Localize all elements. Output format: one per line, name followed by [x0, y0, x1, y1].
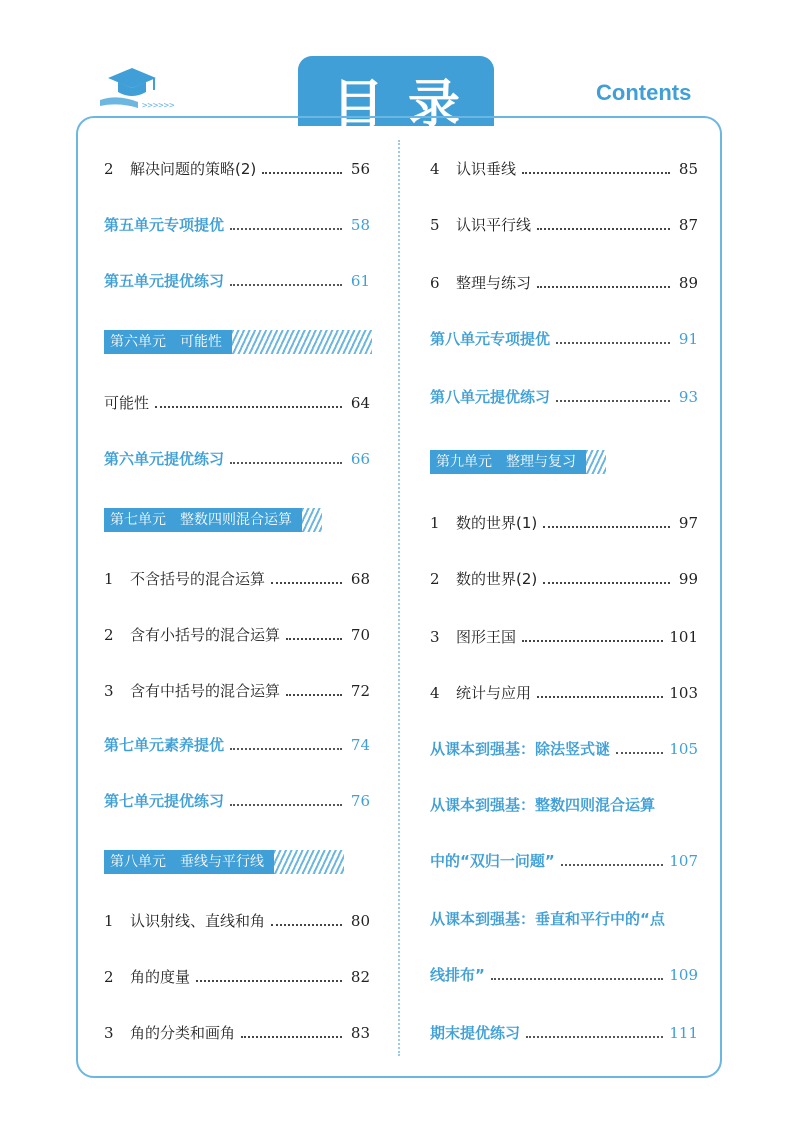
leader-dots: [286, 694, 342, 696]
toc-entry[interactable]: [104, 790, 370, 812]
leader-dots: [491, 978, 664, 980]
toc-entry-line1[interactable]: 从课本到强基：整数四则混合运算: [430, 796, 656, 814]
leader-dots: [262, 172, 342, 174]
entry-title: 第六单元提优练习: [104, 450, 225, 468]
entry-page: 87: [678, 216, 698, 234]
entry-title: 从课本到强基：除法竖式谜: [430, 740, 611, 758]
leader-dots: [556, 400, 670, 402]
entry-title: 含有中括号的混合运算: [130, 682, 281, 700]
entry-number: 3: [104, 682, 114, 700]
entry-page: 68: [350, 570, 370, 588]
page-header: [0, 0, 800, 135]
entry-page: 105: [669, 740, 698, 758]
banner-hatch: [302, 508, 322, 532]
contents-label: Contents: [596, 80, 692, 105]
leader-dots: [286, 638, 342, 640]
entry-page: 85: [678, 160, 698, 178]
entry-page: 99: [678, 570, 698, 588]
entry-title: 数的世界(2): [456, 570, 538, 588]
svg-text:>>>>>>: >>>>>>: [142, 101, 175, 111]
leader-dots: [271, 924, 342, 926]
toc-entry[interactable]: [104, 966, 370, 988]
entry-page: 97: [678, 514, 698, 532]
leader-dots: [561, 864, 664, 866]
entry-page: 89: [678, 274, 698, 292]
entry-page: 61: [350, 272, 370, 290]
entry-page: 101: [669, 628, 698, 646]
entry-title: 第七单元素养提优: [104, 736, 225, 754]
toc-entry[interactable]: [104, 392, 370, 414]
leader-dots: [526, 1036, 663, 1038]
entry-page: 107: [669, 852, 698, 870]
toc-entry[interactable]: [430, 512, 698, 534]
entry-number: 1: [104, 570, 114, 588]
entry-title: 统计与应用: [456, 684, 532, 702]
entry-page: 72: [350, 682, 370, 700]
toc-entry[interactable]: [430, 964, 698, 986]
toc-entry[interactable]: [104, 680, 370, 702]
unit-banner-title: 第六单元 可能性: [104, 330, 232, 354]
entry-title: 解决问题的策略(2): [130, 160, 257, 178]
entry-title: 期末提优练习: [430, 1024, 521, 1042]
entry-title: 第五单元提优练习: [104, 272, 225, 290]
toc-entry[interactable]: [104, 734, 370, 756]
entry-number: 3: [430, 628, 440, 646]
entry-number: 5: [430, 216, 440, 234]
leader-dots: [196, 980, 342, 982]
leader-dots: [230, 284, 342, 286]
unit-banner: [104, 330, 372, 354]
entry-title: 数的世界(1): [456, 514, 538, 532]
entry-page: 66: [350, 450, 370, 468]
leader-dots: [537, 228, 670, 230]
leader-dots: [543, 582, 670, 584]
toc-entry[interactable]: [430, 682, 698, 704]
entry-page: 93: [678, 388, 698, 406]
unit-banner: [104, 508, 322, 532]
banner-hatch: [586, 450, 606, 474]
entry-page: 111: [669, 1024, 698, 1042]
column-divider: [398, 140, 400, 1056]
toc-entry[interactable]: [430, 214, 698, 236]
entry-number: 2: [104, 968, 114, 986]
toc-entry[interactable]: [104, 448, 370, 470]
toc-entry[interactable]: [104, 158, 370, 180]
entry-page: 109: [669, 966, 698, 984]
leader-dots: [230, 748, 342, 750]
leader-dots: [241, 1036, 342, 1038]
entry-number: 2: [104, 626, 114, 644]
entry-number: 4: [430, 684, 440, 702]
toc-entry[interactable]: [430, 626, 698, 648]
leader-dots: [155, 406, 342, 408]
leader-dots: [271, 582, 342, 584]
entry-number: 1: [104, 912, 114, 930]
entry-page: 91: [678, 330, 698, 348]
toc-entry[interactable]: [430, 1022, 698, 1044]
entry-page: 80: [350, 912, 370, 930]
unit-banner-title: 第七单元 整数四则混合运算: [104, 508, 302, 532]
entry-number: 1: [430, 514, 440, 532]
toc-entry[interactable]: [430, 568, 698, 590]
toc-entry[interactable]: [430, 158, 698, 180]
toc-entry[interactable]: [430, 272, 698, 294]
leader-dots: [537, 696, 663, 698]
toc-entry[interactable]: [430, 328, 698, 350]
entry-page: 64: [350, 394, 370, 412]
entry-title: 角的度量: [130, 968, 191, 986]
toc-entry[interactable]: [104, 568, 370, 590]
entry-title: 第五单元专项提优: [104, 216, 225, 234]
leader-dots: [556, 342, 670, 344]
entry-title: 角的分类和画角: [130, 1024, 236, 1042]
leader-dots: [230, 462, 342, 464]
leader-dots: [522, 640, 663, 642]
unit-banner-title: 第九单元 整理与复习: [430, 450, 586, 474]
leader-dots: [537, 286, 670, 288]
toc-entry[interactable]: [104, 270, 370, 292]
entry-title: 线排布”: [430, 966, 485, 984]
entry-page: 103: [669, 684, 698, 702]
toc-entry[interactable]: [104, 624, 370, 646]
toc-entry-line1[interactable]: 从课本到强基：垂直和平行中的“点: [430, 910, 665, 928]
entry-title: 中的“双归一问题”: [430, 852, 555, 870]
entry-number: 2: [104, 160, 114, 178]
leader-dots: [230, 228, 342, 230]
entry-number: 2: [430, 570, 440, 588]
entry-title: 整理与练习: [456, 274, 532, 292]
leader-dots: [230, 804, 342, 806]
entry-title: 不含括号的混合运算: [130, 570, 266, 588]
entry-number: 3: [104, 1024, 114, 1042]
page-title: 目录: [331, 75, 484, 135]
toc-entry[interactable]: [430, 386, 698, 408]
entry-page: 82: [350, 968, 370, 986]
entry-page: 76: [350, 792, 370, 810]
unit-banner: [430, 450, 606, 474]
graduation-cap-icon: [98, 64, 188, 114]
toc-entry[interactable]: [104, 910, 370, 932]
leader-dots: [543, 526, 670, 528]
entry-title: 认识平行线: [456, 216, 532, 234]
entry-page: 70: [350, 626, 370, 644]
entry-page: 74: [350, 736, 370, 754]
entry-title: 可能性: [104, 394, 150, 412]
toc-entry[interactable]: [104, 214, 370, 236]
toc-entry[interactable]: [104, 1022, 370, 1044]
unit-banner-title: 第八单元 垂线与平行线: [104, 850, 274, 874]
toc-entry[interactable]: [430, 738, 698, 760]
entry-title: 认识射线、直线和角: [130, 912, 266, 930]
entry-title: 图形王国: [456, 628, 517, 646]
banner-hatch: [274, 850, 344, 874]
leader-dots: [522, 172, 670, 174]
leader-dots: [616, 752, 663, 754]
entry-page: 58: [350, 216, 370, 234]
entry-title: 第八单元专项提优: [430, 330, 551, 348]
entry-number: 4: [430, 160, 440, 178]
entry-page: 56: [350, 160, 370, 178]
entry-number: 6: [430, 274, 440, 292]
toc-entry[interactable]: [430, 850, 698, 872]
entry-title: 第八单元提优练习: [430, 388, 551, 406]
entry-title: 含有小括号的混合运算: [130, 626, 281, 644]
entry-page: 83: [350, 1024, 370, 1042]
banner-hatch: [232, 330, 372, 354]
unit-banner: [104, 850, 344, 874]
entry-title: 认识垂线: [456, 160, 517, 178]
entry-title: 第七单元提优练习: [104, 792, 225, 810]
